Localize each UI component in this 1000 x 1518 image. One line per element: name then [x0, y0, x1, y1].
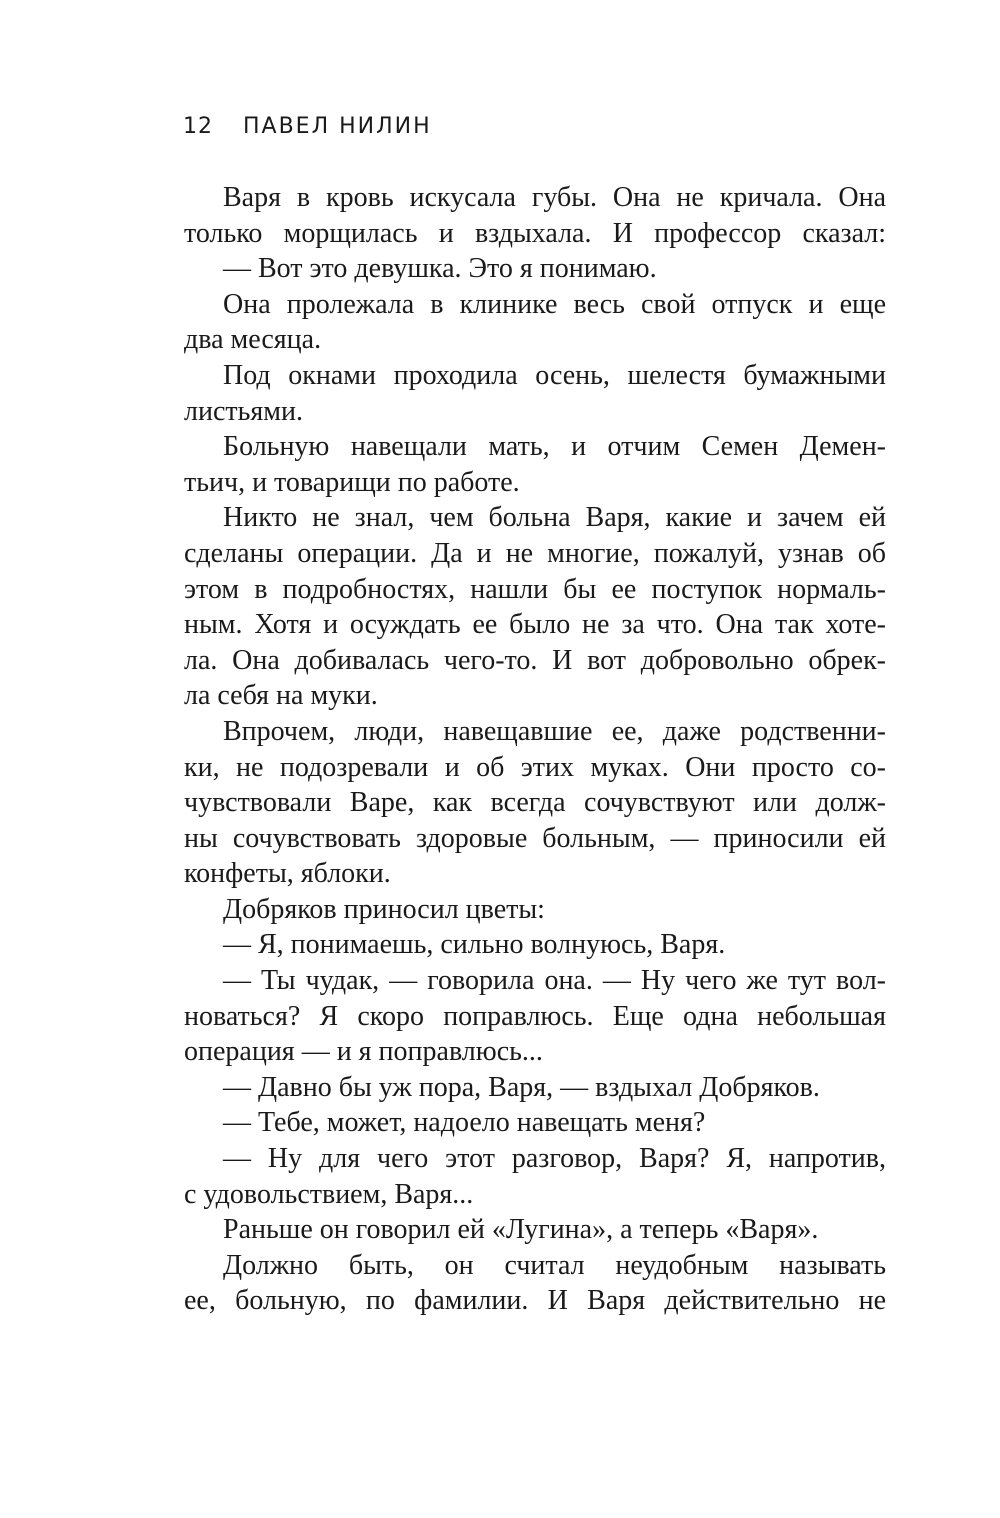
text-line: операция — и я поправлюсь... — [184, 1036, 543, 1068]
text-line: два месяца. — [184, 324, 322, 356]
text-line: новаться? Я скоро поправлюсь. Еще одна небольшая — [184, 1000, 886, 1032]
text-line: Впрочем, люди, навещавшие ее, даже родственни- — [223, 715, 886, 747]
text-line: Под окнами проходила осень, шелестя бумажными — [223, 359, 886, 391]
text-line: ла себя на муки. — [184, 680, 378, 712]
text-line: Должно быть, он считал неудобным называть — [223, 1249, 886, 1281]
text-line: тьич, и товарищи по работе. — [184, 466, 520, 498]
text-line: — Тебе, может, надоело навещать меня? — [223, 1107, 706, 1139]
text-line: — Я, понимаешь, сильно волнуюсь, Варя. — [223, 929, 726, 961]
author-name: ПАВЕЛ НИЛИН — [243, 114, 432, 139]
text-line: ным. Хотя и осуждать ее было не за что. Она так хоте- — [184, 609, 886, 641]
text-line: с удовольствием, Варя... — [184, 1178, 474, 1210]
body-text — [184, 180, 886, 1319]
page-number: 12 — [183, 114, 213, 139]
text-line: Больную навещали мать, и отчим Семен Демен- — [223, 431, 886, 463]
text-line: конфеты, яблоки. — [184, 858, 391, 890]
text-line: ны сочувствовать здоровые больным, — приносили ей — [184, 822, 886, 854]
text-line: — Ты чудак, — говорила она. — Ну чего же тут вол- — [223, 965, 886, 997]
text-line: — Ну для чего этот разговор, Варя? Я, напротив, — [223, 1143, 886, 1175]
text-line: Варя в кровь искусала губы. Она не кричала. Она — [223, 182, 886, 213]
running-head — [183, 114, 432, 139]
text-line: ла. Она добивалась чего-то. И вот добровольно обрек- — [184, 644, 886, 676]
text-line: листьями. — [184, 395, 303, 427]
text-line: этом в подробностях, нашли бы ее поступок нормаль- — [184, 573, 886, 605]
text-line: Добряков приносил цветы: — [223, 893, 545, 925]
text-line: — Давно бы уж пора, Варя, — вздыхал Добряков. — [223, 1071, 820, 1103]
text-line: Она пролежала в клинике весь свой отпуск и еще — [223, 288, 886, 320]
text-line: только морщилась и вздыхала. И профессор сказал: — [184, 217, 886, 249]
text-line: — Вот это девушка. Это я понимаю. — [223, 253, 657, 285]
text-line: ее, больную, по фамилии. И Варя действительно не — [184, 1285, 886, 1317]
text-line: Никто не знал, чем больна Варя, какие и зачем ей — [223, 502, 886, 534]
text-line: чувствовали Варе, как всегда сочувствуют или долж- — [184, 787, 886, 819]
text-line: ки, не подозревали и об этих муках. Они просто со- — [184, 751, 886, 783]
text-line: сделаны операции. Да и не многие, пожалуй, узнав об — [184, 537, 886, 569]
text-line: Раньше он говорил ей «Лугина», а теперь «Варя». — [223, 1214, 819, 1246]
